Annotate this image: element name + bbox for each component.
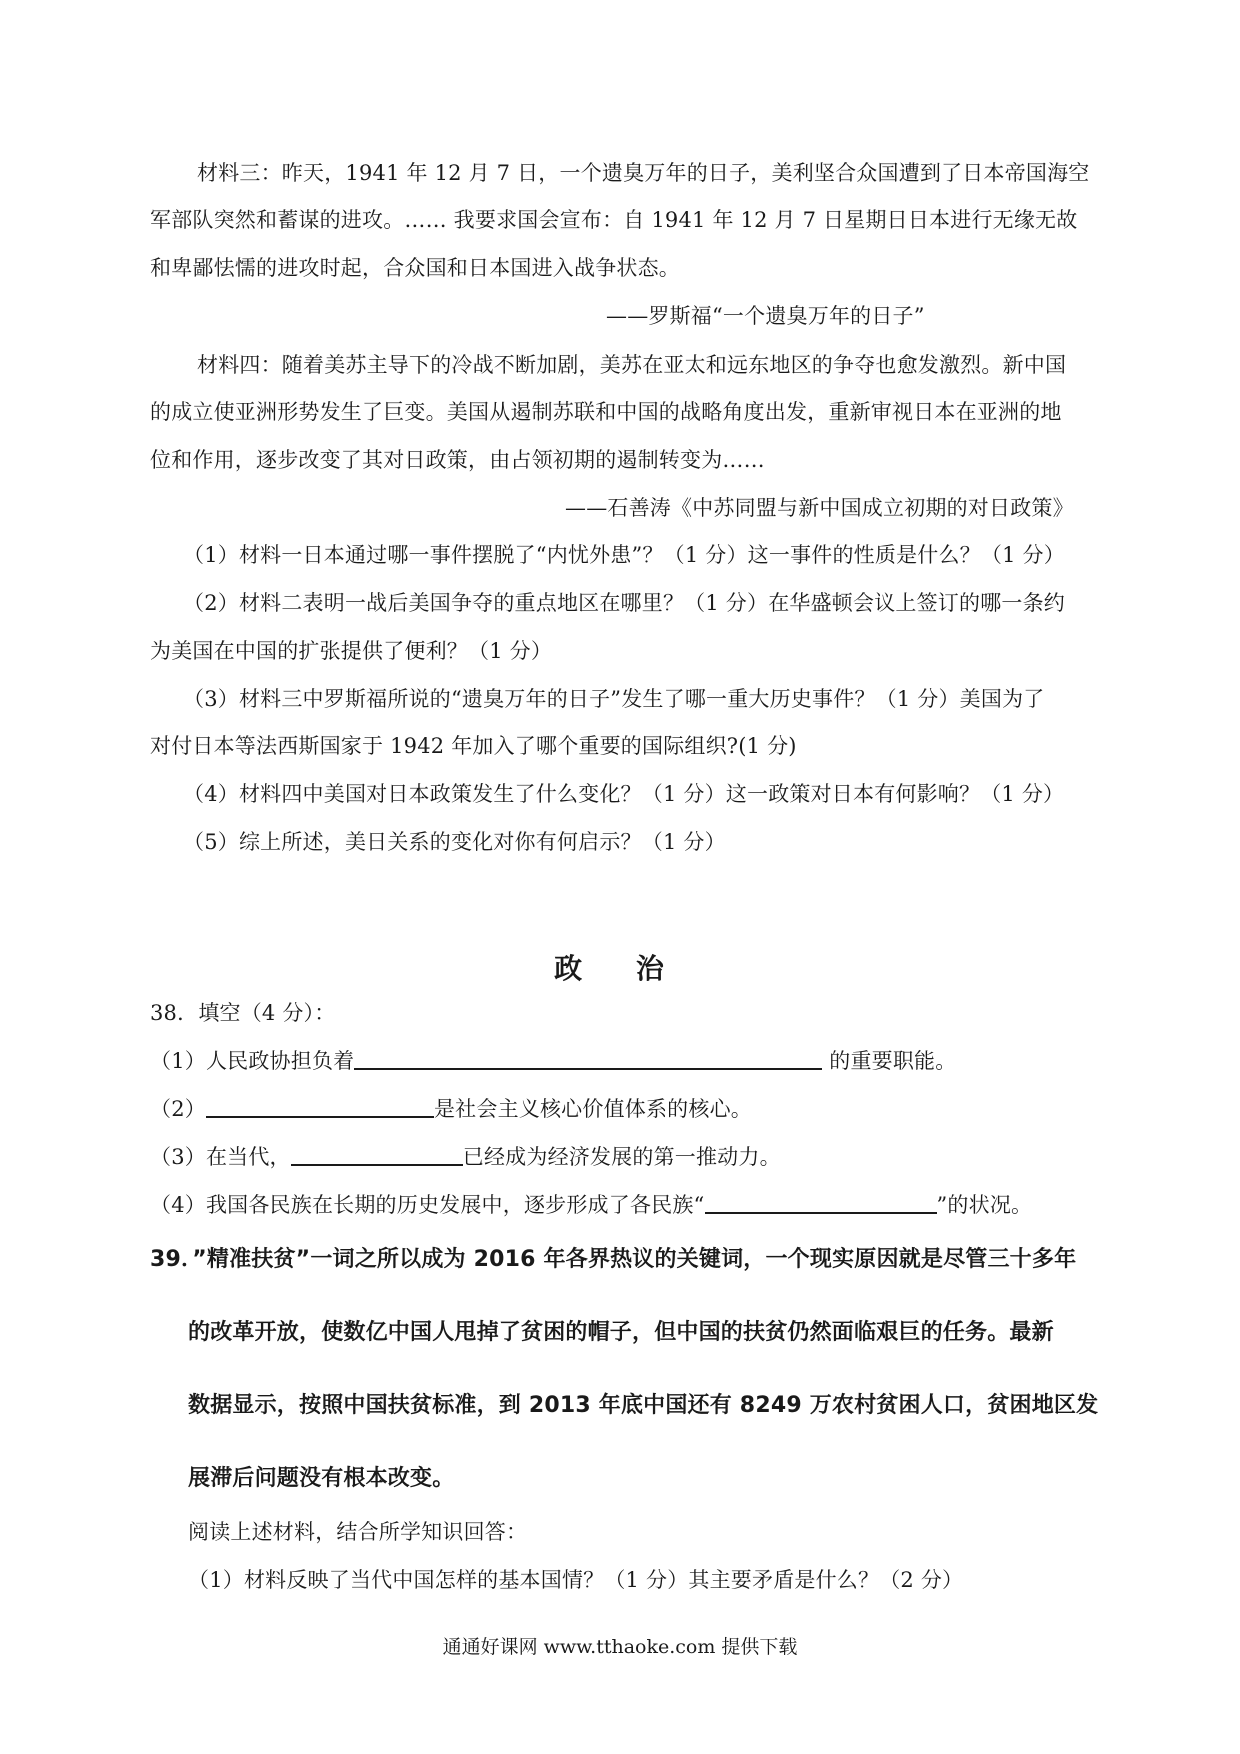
question-3a: （3）材料三中罗斯福所说的“遗臭万年的日子”发生了哪一重大历史事件？（1 分）美国为了 xyxy=(183,687,1045,711)
q38-item2-text-post: 是社会主义核心价值体系的核心。 xyxy=(433,1097,752,1121)
q38-item4 xyxy=(150,1190,1032,1220)
material3-line2: 军部队突然和蓄谋的进攻。…… 我要求国会宣布：自 1941 年 12 月 7 日星期日日本进行无缘无故 xyxy=(150,208,1078,232)
question-2a: （2）材料二表明一战后美国争夺的重点地区在哪里？（1 分）在华盛顿会议上签订的哪一条约 xyxy=(183,591,1065,615)
q39-sub1: （1）材料反映了当代中国怎样的基本国情？（1 分）其主要矛盾是什么？（2 分） xyxy=(188,1568,964,1592)
q38-item3 xyxy=(150,1142,781,1172)
q39-line1: 39．”精准扶贫”一词之所以成为 2016 年各界热议的关键词，一个现实原因就是尽管三十多年 xyxy=(150,1247,1077,1272)
material4-line2: 的成立使亚洲形势发生了巨变。美国从遏制苏联和中国的战略角度出发，重新审视日本在亚洲的地 xyxy=(150,400,1062,424)
q39-instruction: 阅读上述材料，结合所学知识回答： xyxy=(188,1520,528,1544)
question-2b: 为美国在中国的扩张提供了便利？（1 分） xyxy=(150,639,553,663)
q38-item3-text-post: 已经成为经济发展的第一推动力。 xyxy=(462,1145,781,1169)
section-title-politics: 政 治 xyxy=(554,952,686,985)
q38-item2-blank[interactable] xyxy=(206,1094,434,1118)
q38-item1-text-pre: （1）人民政协担负着 xyxy=(150,1049,355,1073)
question-3b: 对付日本等法西斯国家于 1942 年加入了哪个重要的国际组织?(1 分) xyxy=(150,734,797,758)
footer-source: 通通好课网 www.tthaoke.com 提供下载 xyxy=(442,1636,798,1658)
q39-line4: 展滞后问题没有根本改变。 xyxy=(188,1466,455,1491)
material3-line1: 材料三：昨天，1941 年 12 月 7 日，一个遗臭万年的日子，美利坚合众国遭到了日本帝国海空 xyxy=(197,161,1090,185)
q38-item1-blank[interactable] xyxy=(354,1046,822,1070)
q38-header: 38．填空（4 分）： xyxy=(150,1001,336,1025)
material4-source: ——石善涛《中苏同盟与新中国成立初期的对日政策》 xyxy=(565,496,1074,520)
material4-line1: 材料四：随着美苏主导下的冷战不断加剧，美苏在亚太和远东地区的争夺也愈发激烈。新中国 xyxy=(197,353,1067,377)
material3-source: ——罗斯福“一个遗臭万年的日子” xyxy=(606,304,925,328)
question-1: （1）材料一日本通过哪一事件摆脱了“内忧外患”？（1 分）这一事件的性质是什么？（1 分） xyxy=(183,543,1065,567)
q38-item3-blank[interactable] xyxy=(291,1142,463,1166)
material3-line3: 和卑鄙怯懦的进攻时起，合众国和日本国进入战争状态。 xyxy=(150,256,680,280)
q38-item4-text-pre: （4）我国各民族在长期的历史发展中，逐步形成了各民族“ xyxy=(150,1193,705,1217)
question-4: （4）材料四中美国对日本政策发生了什么变化？（1 分）这一政策对日本有何影响？（1 分） xyxy=(183,782,1065,806)
q38-item2-text-pre: （2） xyxy=(150,1097,206,1121)
q38-item4-text-post: ”的状况。 xyxy=(936,1193,1033,1217)
q38-item3-text-pre: （3）在当代， xyxy=(150,1145,291,1169)
q38-item1 xyxy=(150,1046,956,1076)
q39-line3: 数据显示，按照中国扶贫标准，到 2013 年底中国还有 8249 万农村贫困人口，贫困地区发 xyxy=(188,1393,1099,1418)
material4-line3: 位和作用，逐步改变了其对日政策，由占领初期的遏制转变为…… xyxy=(150,448,765,472)
question-5: （5）综上所述，美日关系的变化对你有何启示？（1 分） xyxy=(183,830,726,854)
q39-line2: 的改革开放，使数亿中国人甩掉了贫困的帽子，但中国的扶贫仍然面临艰巨的任务。最新 xyxy=(188,1320,1054,1345)
q38-item2 xyxy=(150,1094,752,1124)
q38-item4-blank[interactable] xyxy=(705,1190,937,1214)
q38-item1-text-post: 的重要职能。 xyxy=(822,1049,957,1073)
